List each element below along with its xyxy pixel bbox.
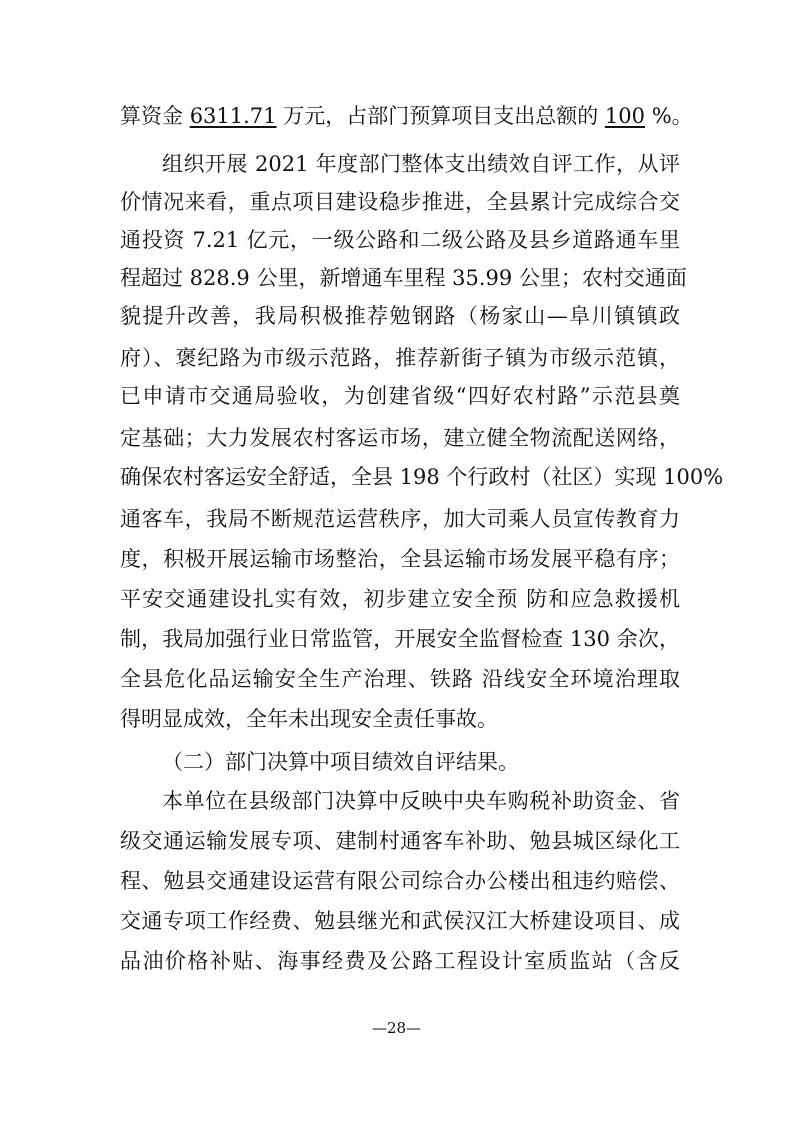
paragraph-line: 通投资 7.21 亿元，一级公路和二级公路及县乡道路通车里: [120, 228, 680, 252]
paragraph-line: 组织开展 2021 年度部门整体支出绩效自评工作，从评: [162, 152, 680, 176]
paragraph-line: 通客车，我局不断规范运营秩序，加大司乘人员宣传教育力: [120, 507, 680, 531]
paragraph-line: 平安交通建设扎实有效，初步建立安全预 防和应急救援机: [120, 587, 680, 611]
page-number: —28—: [371, 1019, 422, 1037]
paragraph-line: 制，我局加强行业日常监管，开展安全监督检查 130 余次，: [120, 627, 680, 651]
paragraph-line: 得明显成效，全年未出现安全责任事故。: [120, 707, 498, 731]
paragraph-line: 已申请市交通局验收，为创建省级“四好农村路”示范县奠: [120, 384, 680, 408]
paragraph-line: 程、勉县交通建设运营有限公司综合办公楼出租违约赔偿、: [120, 869, 680, 893]
paragraph-line: 价情况来看，重点项目建设稳步推进，全县累计完成综合交: [120, 190, 680, 214]
paragraph-line: 交通专项工作经费、勉县继光和武侯汉江大桥建设项目、成: [120, 909, 680, 933]
text-fragment: %。: [651, 104, 693, 128]
paragraph-line: 度，积极开展运输市场整治，全县运输市场发展平稳有序；: [120, 547, 680, 571]
paragraph-line: 本单位在县级部门决算中反映中央车购税补助资金、省: [162, 789, 680, 813]
paragraph-line: 级交通运输发展专项、建制村通客车补助、勉县城区绿化工: [120, 829, 680, 853]
text-fragment: 算资金: [120, 104, 183, 128]
paragraph-line: 品油价格补贴、海事经费及公路工程设计室质监站（含反: [120, 949, 680, 973]
paragraph-line: 定基础；大力发展农村客运市场，建立健全物流配送网络，: [120, 426, 680, 450]
budget-percent: 100: [604, 104, 645, 128]
paragraph-line: [120, 102, 693, 130]
text-fragment: 万元，占部门预算项目支出总额的: [283, 104, 599, 128]
paragraph-line: 府）、褒纪路为市级示范路，推荐新街子镇为市级示范镇，: [120, 346, 680, 370]
paragraph-line: 全县危化品运输安全生产治理、铁路 沿线安全环境治理取: [120, 667, 680, 691]
section-heading: （二）部门决算中项目绩效自评结果。: [162, 750, 519, 774]
budget-amount: 6311.71: [189, 104, 277, 128]
paragraph-line: 程超过 828.9 公里，新增通车里程 35.99 公里；农村交通面: [120, 266, 687, 290]
paragraph-line: 确保农村客运安全舒适，全县 198 个行政村（社区）实现 100%: [120, 465, 724, 489]
paragraph-line: 貌提升改善，我局积极推荐勉钢路（杨家山—阜川镇镇政: [120, 304, 680, 328]
